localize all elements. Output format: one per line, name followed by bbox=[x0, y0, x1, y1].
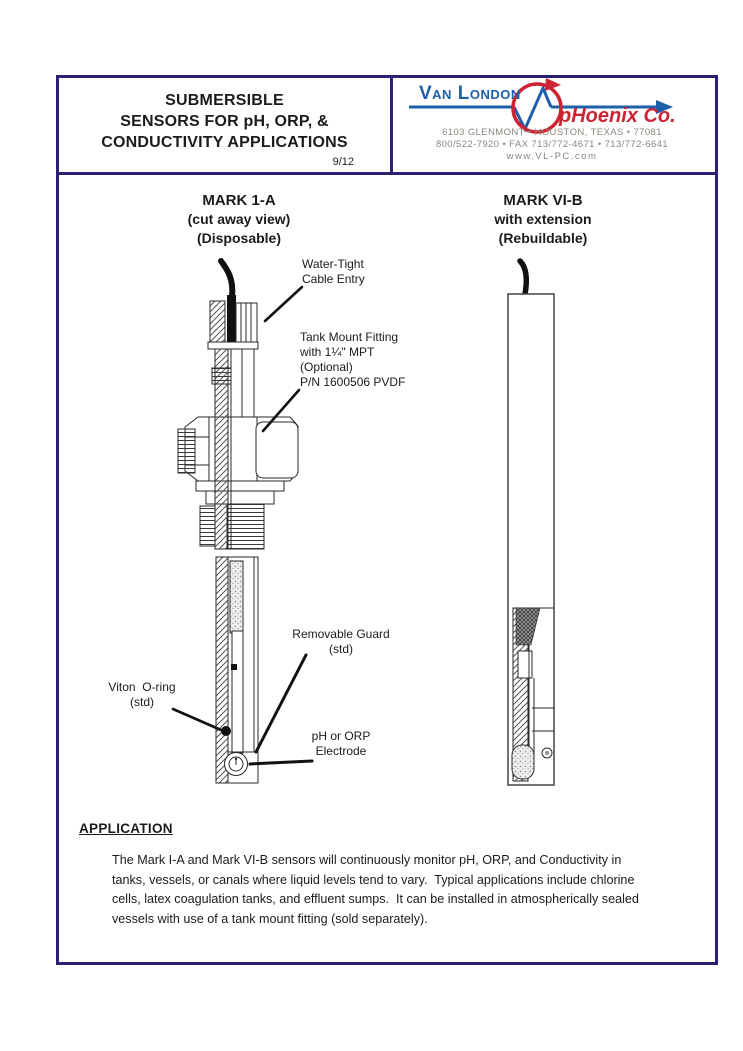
title-box bbox=[56, 75, 393, 175]
application-paragraph bbox=[112, 851, 639, 929]
revision-date: 9/12 bbox=[332, 156, 354, 168]
label-line: Electrode bbox=[315, 744, 367, 758]
page-title-line: SUBMERSIBLE bbox=[165, 92, 284, 109]
brand-van-london: Van London bbox=[419, 83, 521, 104]
label-tank-mount bbox=[300, 330, 405, 390]
label-line: Tank Mount Fitting bbox=[300, 330, 399, 344]
application-heading: APPLICATION bbox=[79, 821, 173, 836]
label-removable-guard bbox=[275, 627, 407, 657]
paragraph-line: The Mark I-A and Mark VI-B sensors will continuously monitor pH, ORP, and Conductivity in bbox=[112, 853, 622, 867]
diagram-title: MARK 1-A bbox=[202, 192, 276, 209]
content-box bbox=[56, 172, 718, 965]
diagram-subtitle: (Rebuildable) bbox=[498, 230, 588, 246]
label-viton-oring bbox=[89, 680, 195, 710]
diagram-title: MARK VI-B bbox=[503, 192, 583, 209]
company-address-block bbox=[393, 127, 711, 163]
markvib-probe-drawing bbox=[508, 261, 554, 785]
page-title-line: CONDUCTIVITY APPLICATIONS bbox=[101, 134, 348, 151]
label-line: (std) bbox=[329, 642, 353, 656]
paragraph-line: vessels with use of a tank mount fitting (sold separately). bbox=[112, 911, 428, 926]
paragraph-line: cells, latex coagulation tanks, and effluent sumps. It can be installed in atmospherically sealed bbox=[112, 892, 639, 906]
label-line: P/N 1600506 PVDF bbox=[300, 375, 406, 389]
label-line: (std) bbox=[130, 695, 154, 709]
paragraph-line: tanks, vessels, or canals where liquid levels tend to vary. Typical applications include chlorine bbox=[112, 872, 635, 887]
mark1a-upper-assembly-drawing bbox=[178, 261, 298, 549]
sensor-diagrams-canvas bbox=[59, 175, 715, 962]
label-electrode bbox=[291, 729, 391, 759]
leader-cable-entry bbox=[265, 287, 302, 321]
phone-line: 800/522-7920 • FAX 713/772-4671 • 713/772-6641 bbox=[435, 139, 669, 150]
leader-electrode bbox=[250, 761, 312, 764]
mark1a-lower-probe-drawing bbox=[216, 557, 258, 783]
label-cable-entry bbox=[302, 257, 365, 287]
label-line: pH or ORP bbox=[311, 729, 371, 743]
leader-viton-oring bbox=[173, 709, 221, 730]
diagram-subtitle: (cut away view) bbox=[187, 211, 291, 227]
label-line: Water-Tight bbox=[302, 257, 364, 271]
diagram-subtitle: (Disposable) bbox=[196, 230, 281, 246]
label-line: Removable Guard bbox=[292, 627, 390, 641]
page-title-line: SENSORS FOR pH, ORP, & bbox=[120, 113, 329, 130]
diagram-subtitle: with extension bbox=[494, 211, 592, 227]
logo-box bbox=[390, 75, 718, 175]
brand-phoenix-co: pHoenix Co. bbox=[559, 105, 676, 127]
label-line: Viton O-ring bbox=[108, 680, 176, 694]
label-line: with 1¼" MPT bbox=[300, 345, 375, 359]
address-line: 6103 GLENMONT • HOUSTON, TEXAS • 77081 bbox=[442, 127, 662, 138]
website-url: www.VL-PC.com bbox=[506, 151, 598, 162]
label-line: Cable Entry bbox=[302, 272, 365, 286]
label-line: (Optional) bbox=[300, 360, 353, 374]
